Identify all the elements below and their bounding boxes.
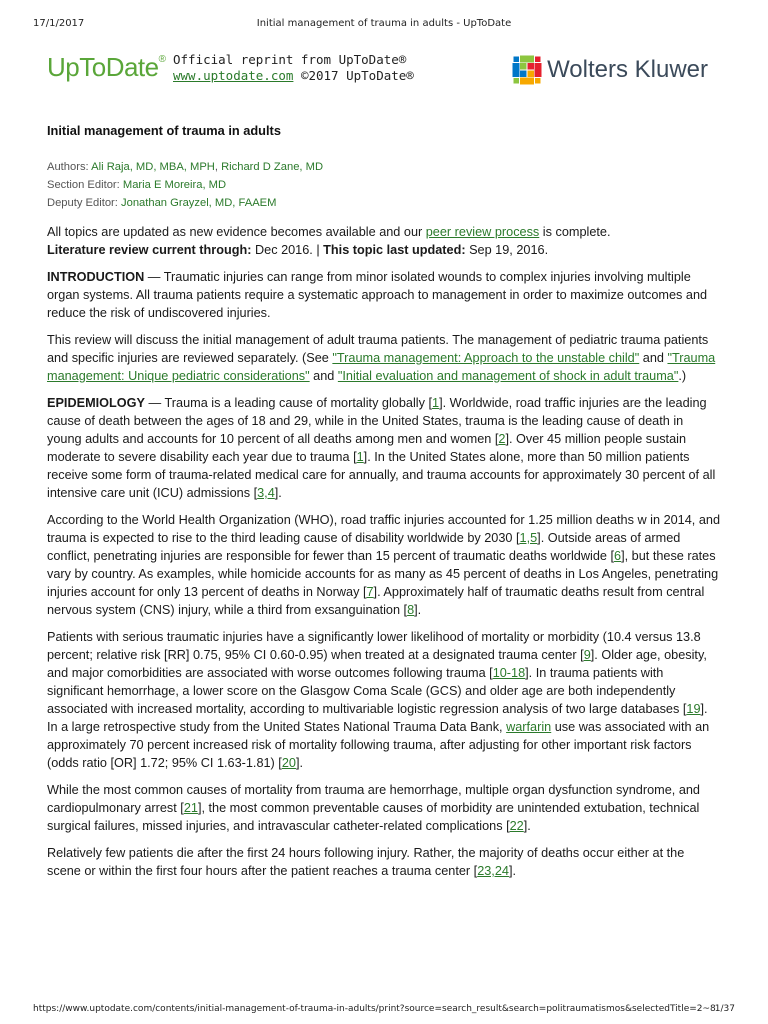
epidemiology-paragraph <box>47 628 720 772</box>
reference-link[interactable]: 1 <box>432 396 440 410</box>
paragraph-text: ]. In trauma patients with significant hemorrhage, a lower score on the Glasgow Coma Scale (GCS) and older age are both independently associated with increased mortality, according to multivariable logistic regression analysis of two large databases [ <box>47 666 687 716</box>
uptodate-logo[interactable] <box>47 52 166 83</box>
section-editor-line <box>47 176 720 194</box>
paragraph-text: This review will discuss the initial management of adult trauma patients. The management of pediatric trauma patients and specific injuries are reviewed separately. (See <box>47 333 709 365</box>
reference-link[interactable]: 23,24 <box>477 864 509 878</box>
lit-review-date: Dec 2016. | <box>251 243 324 257</box>
author-link[interactable]: Ali Raja, MD, MBA, MPH <box>91 161 215 173</box>
lit-review-label: Literature review current through: <box>47 243 252 257</box>
notice-text: is complete. <box>539 225 611 239</box>
reference-link[interactable]: 3,4 <box>257 486 275 500</box>
update-notice <box>47 223 720 259</box>
paragraph-text: Relatively few patients die after the first 24 hours following injury. Rather, the majority of deaths occur either at the scene or within the first four hours after the patient reaches a trauma center [ <box>47 846 685 878</box>
wolters-kluwer-mark-icon <box>511 54 543 86</box>
reference-link[interactable]: 9 <box>583 648 591 662</box>
paragraph-text: ]. <box>508 864 516 878</box>
paragraph-text: — Traumatic injuries can range from minor isolated wounds to complex injuries involving multiple organ systems. All trauma patients require a systematic approach to management in order to maximize outcomes and reduce the risk of undiscovered injuries. <box>47 270 708 320</box>
epidemiology-paragraph <box>47 844 720 880</box>
uptodate-logo-mark: ® <box>158 54 166 65</box>
article-title: Initial management of trauma in adults <box>47 123 281 138</box>
reprint-notice <box>173 52 414 84</box>
last-updated-label: This topic last updated: <box>323 243 466 257</box>
publisher-name: Wolters Kluwer <box>547 56 708 83</box>
section-editor-label: Section Editor: <box>47 179 123 191</box>
copyright-text: ©2017 UpToDate® <box>293 68 414 83</box>
authors-label: Authors: <box>47 161 92 173</box>
section-editor-link[interactable]: Maria E Moreira, MD <box>122 179 227 191</box>
peer-review-link[interactable]: peer review process <box>425 225 540 239</box>
reference-link[interactable]: 22 <box>509 819 524 833</box>
paragraph-text: ]. In a large retrospective study from the United States National Trauma Data Bank, <box>47 702 708 734</box>
wolters-kluwer-logo[interactable] <box>511 52 708 88</box>
reference-link[interactable]: 20 <box>281 756 296 770</box>
intro-heading: INTRODUCTION <box>47 270 145 284</box>
reference-link[interactable]: 1 <box>356 450 364 464</box>
topic-link[interactable]: "Trauma management: Unique pediatric considerations" <box>47 351 716 383</box>
paragraph-text: ]. <box>523 819 531 833</box>
copyright-line <box>173 68 414 84</box>
reference-link[interactable]: 1,5 <box>519 531 538 545</box>
paragraph-text: ], the most common preventable causes of morbidity are unintended extubation, technical surgical failures, missed injuries, and intravascular catheter-related complications [ <box>47 801 700 833</box>
paragraph-text: and <box>639 351 668 365</box>
reference-link[interactable]: 8 <box>407 603 415 617</box>
paragraph-text: ]. <box>274 486 282 500</box>
paragraph-text: — Trauma is a leading cause of mortality globally [ <box>145 396 433 410</box>
epidemiology-paragraph <box>47 511 720 619</box>
paragraph-text: Patients with serious traumatic injuries have a significantly lower likelihood of mortality or morbidity (10.4 versus 13.8 percent; relative risk [RR] 0.75, 95% CI 0.60-0.95) when treated at a designated trauma center [ <box>47 630 701 662</box>
paragraph-text: According to the World Health Organization (WHO), road traffic injuries accounted for 1.25 million deaths w in 2014, and trauma is expected to rise to the third leading cause of disability worldwide by 2030 [ <box>47 513 721 545</box>
paragraph-text: ]. Older age, obesity, and major comorbidities are associated with worse outcomes following trauma [ <box>47 648 707 680</box>
paragraph-text: While the most common causes of mortality from trauma are hemorrhage, multiple organ dysfunction syndrome, and cardiopulmonary arrest [ <box>47 783 700 815</box>
paragraph-text: .) <box>678 369 687 383</box>
intro-paragraph <box>47 268 720 322</box>
reference-link[interactable]: 7 <box>366 585 374 599</box>
print-date: 17/1/2017 <box>33 18 85 29</box>
drug-link[interactable]: warfarin <box>506 720 552 734</box>
epidemiology-heading: EPIDEMIOLOGY <box>47 396 145 410</box>
paragraph-text: ], but these rates vary by country. As examples, while homicide accounts for as many as 45 percent of deaths in Los Angeles, penetrating injuries account for only 13 percent of deaths in Norway [ <box>47 549 719 599</box>
reprint-line: Official reprint from UpToDate® <box>173 52 407 67</box>
paragraph-text: ]. Approximately half of traumatic deaths result from central nervous system (CNS) injury, while a third from exsanguination [ <box>47 585 705 617</box>
uptodate-logo-text: UpToDate <box>47 52 159 82</box>
author-link[interactable]: Richard D Zane, MD <box>221 161 324 173</box>
epidemiology-paragraph <box>47 781 720 835</box>
paragraph-text: ]. Worldwide, road traffic injuries are the leading cause of death between the ages of 18 and 29, while in the United States, trauma is the leading cause of death in young adults and accounts for 10 percent of all deaths among men and women [ <box>47 396 707 446</box>
paragraph-text: and <box>309 369 338 383</box>
reference-link[interactable]: 19 <box>686 702 701 716</box>
reference-link[interactable]: 6 <box>614 549 622 563</box>
article-body <box>47 122 720 889</box>
authors-line: Authors: Ali Raja, MD, MBA, MPH, Richard D Zane, MD <box>47 161 324 173</box>
author-block <box>47 158 720 212</box>
page-number: 1/37 <box>714 1004 735 1014</box>
reference-link[interactable]: 10-18 <box>492 666 526 680</box>
topic-link[interactable]: "Trauma management: Approach to the unstable child" <box>332 351 640 365</box>
reference-link[interactable]: 2 <box>498 432 506 446</box>
print-title: Initial management of trauma in adults - UpToDate <box>256 18 512 29</box>
paragraph-text: ]. <box>295 756 304 770</box>
reference-link[interactable]: 21 <box>183 801 198 815</box>
paragraph-text: ]. Outside areas of armed conflict, penetrating injuries are responsible for fewer than 15 percent of traumatic deaths worldwide [ <box>47 531 681 563</box>
paragraph-text: ]. Over 45 million people sustain moderate to severe disability each year due to trauma [ <box>47 432 687 464</box>
intro-paragraph <box>47 331 720 385</box>
deputy-editor-label: Deputy Editor: <box>47 197 121 209</box>
deputy-editor-link[interactable]: Jonathan Grayzel, MD, FAAEM <box>121 197 277 209</box>
notice-text: All topics are updated as new evidence becomes available and our <box>47 225 426 239</box>
paragraph-text: ]. In the United States alone, more than 50 million patients receive some form of trauma-related medical care for annually, and trauma accounts for approximately 30 percent of all intensive care unit (ICU) admissions [ <box>47 450 716 500</box>
brand-bar <box>47 48 708 93</box>
print-url: https://www.uptodate.com/contents/initial-management-of-trauma-in-adults/print?source=search_result&search=politraumatismos&selectedTitle=2~8 <box>33 1004 716 1014</box>
last-updated-date: Sep 19, 2016. <box>465 243 549 257</box>
paragraph-text: use was associated with an approximately 70 percent increased risk of mortality following trauma, after adjusting for other important risk factors (odds ratio [OR] 1.72; 95% CI 1.63-1.81) [ <box>47 720 710 770</box>
paragraph-text: ]. <box>414 603 422 617</box>
epidemiology-paragraph <box>47 394 720 502</box>
deputy-editor-line <box>47 194 720 212</box>
site-link[interactable]: www.uptodate.com <box>173 68 294 83</box>
topic-link[interactable]: "Initial evaluation and management of shock in adult trauma" <box>337 369 679 383</box>
